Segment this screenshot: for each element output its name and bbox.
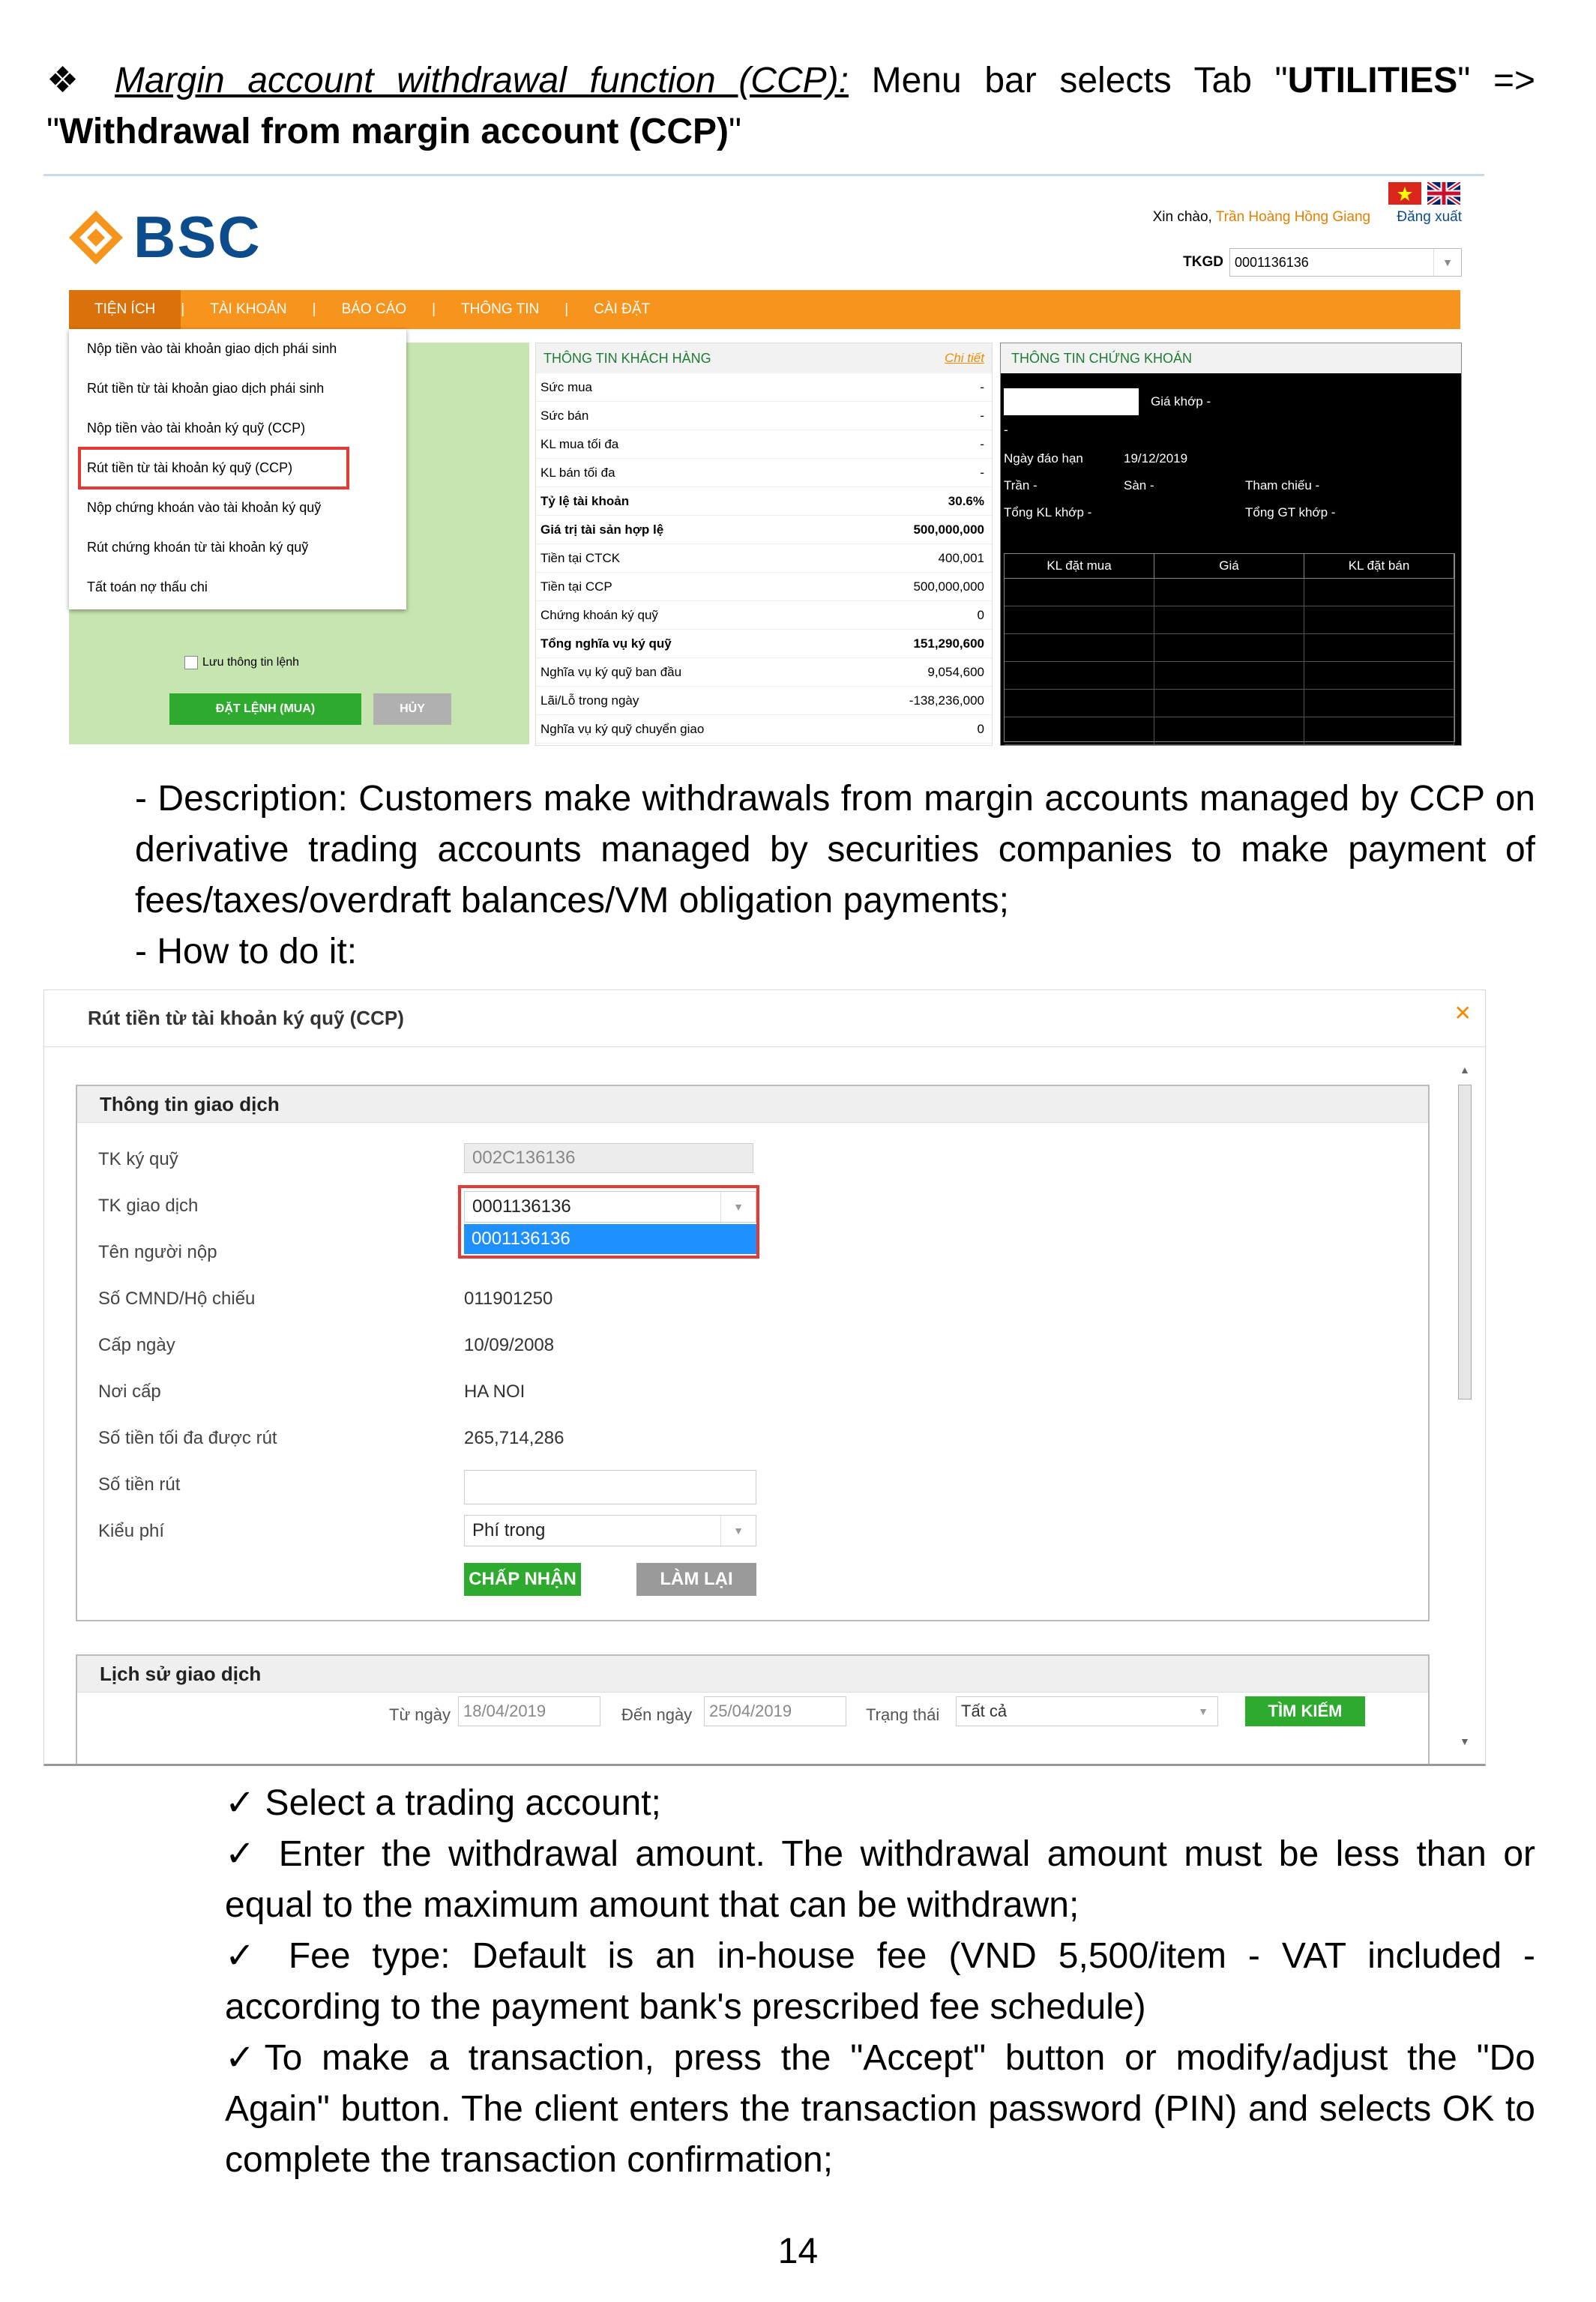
- utilities-dropdown: [69, 329, 406, 609]
- customer-info-label: Lãi/Lỗ trong ngày: [540, 693, 639, 708]
- history-title: Lịch sử giao dịch: [77, 1656, 1428, 1693]
- redo-button[interactable]: LÀM LẠI: [636, 1563, 756, 1596]
- dropdown-item[interactable]: Nộp tiền vào tài khoản giao dịch phái sinh: [87, 341, 337, 356]
- accept-button[interactable]: CHẤP NHẬN: [464, 1563, 581, 1596]
- fee-type-label: Kiểu phí: [98, 1521, 165, 1541]
- symbol-input[interactable]: [1004, 388, 1139, 415]
- description-text: - Description: Customers make withdrawals from margin accounts managed by CCP on derivative trading accounts managed by securities companies to make payment of fees/taxes/overdraft balances/VM obligation payments;: [135, 779, 1535, 921]
- customer-info-label: Tiền tại CTCK: [540, 550, 621, 565]
- securities-info-panel: [1000, 343, 1462, 746]
- scrollbar-thumb[interactable]: [1458, 1085, 1472, 1399]
- uk-flag-icon[interactable]: [1427, 182, 1460, 205]
- margin-account-label: TK ký quỹ: [98, 1149, 178, 1169]
- brand-name: BSC: [133, 204, 262, 270]
- heading-function-name: Margin account withdrawal function (CCP):: [115, 61, 849, 100]
- menu-separator: |: [181, 301, 185, 317]
- customer-info-value: 30.6%: [948, 493, 984, 508]
- account-select[interactable]: [1229, 248, 1462, 277]
- id-number-value: 011901250: [464, 1289, 553, 1309]
- bsc-logo: [66, 203, 262, 271]
- account-value: 0001136136: [1235, 254, 1309, 270]
- menu-bao-cao[interactable]: BÁO CÁO: [341, 301, 407, 317]
- status-select[interactable]: [956, 1696, 1218, 1726]
- menu-tien-ich[interactable]: TIỆN ÍCH: [69, 290, 181, 329]
- language-flags: [1388, 182, 1460, 205]
- chevron-down-icon[interactable]: ▼: [1433, 249, 1461, 276]
- to-date-label: Đến ngày: [621, 1705, 693, 1724]
- payer-name-label: Tên người nộp: [98, 1242, 217, 1262]
- to-date-input[interactable]: [704, 1696, 846, 1726]
- table-row: [1005, 717, 1454, 745]
- section-heading: [46, 55, 1535, 157]
- scroll-up-icon[interactable]: ▲: [1460, 1064, 1470, 1076]
- user-greeting: [1153, 209, 1462, 226]
- table-row: [1005, 579, 1454, 606]
- issue-date-value: 10/09/2008: [464, 1335, 555, 1355]
- heading-text-1: Menu bar selects Tab ": [848, 61, 1288, 100]
- customer-info-label: Sức bán: [540, 408, 589, 423]
- customer-info-label: Tiền tại CCP: [540, 579, 612, 594]
- customer-info-panel: [535, 343, 993, 746]
- customer-info-row: [536, 630, 992, 658]
- heading-text-2: " => ": [46, 61, 1536, 151]
- floor-price: Sàn -: [1124, 478, 1154, 492]
- main-menu-bar: [69, 290, 1460, 329]
- step-item: ✓ Enter the withdrawal amount. The withdrawal amount must be less than or equal to the maximum amount that can be withdrawn;: [225, 1834, 1535, 1925]
- customer-info-label: Nghĩa vụ ký quỹ chuyển giao: [540, 721, 705, 736]
- max-amount-label: Số tiền tối đa được rút: [98, 1428, 277, 1448]
- user-name[interactable]: Trần Hoàng Hồng Giang: [1215, 209, 1371, 225]
- customer-info-label: Tổng nghĩa vụ ký quỹ: [540, 636, 672, 651]
- scrollbar[interactable]: [1457, 1062, 1473, 1749]
- withdraw-amount-input[interactable]: [464, 1470, 756, 1504]
- steps-list: [225, 1778, 1535, 2186]
- fee-type-select[interactable]: [464, 1515, 756, 1546]
- customer-info-label: Giá trị tài sản hợp lệ: [540, 522, 664, 537]
- checkbox-icon[interactable]: [184, 656, 198, 669]
- withdraw-amount-label: Số tiền rút: [98, 1474, 181, 1495]
- account-selector: [1183, 248, 1462, 277]
- menu-separator: |: [564, 301, 569, 317]
- status-label: Trạng thái: [866, 1705, 940, 1724]
- issue-place-label: Nơi cấp: [98, 1381, 161, 1402]
- table-row: [1005, 662, 1454, 690]
- close-icon[interactable]: ✕: [1454, 1001, 1472, 1025]
- customer-info-row: [536, 430, 992, 459]
- from-date-value: 18/04/2019: [463, 1702, 546, 1720]
- id-number-label: Số CMND/Hộ chiếu: [98, 1289, 256, 1309]
- customer-info-value: -138,236,000: [909, 693, 984, 708]
- dropdown-item[interactable]: Nộp tiền vào tài khoản ký quỹ (CCP): [87, 421, 306, 436]
- heading-menu-item: Withdrawal from margin account (CCP): [59, 112, 729, 151]
- screenshot-withdraw-dialog: [43, 989, 1486, 1766]
- customer-info-value: 9,054,600: [927, 664, 984, 679]
- table-row: [1005, 690, 1454, 717]
- table-row: [1005, 606, 1454, 634]
- step-item: ✓To make a transaction, press the "Accept" button or modify/adjust the "Do Again" button. The client enters the transaction password (PIN) and selects OK to complete the transaction confirmation;: [225, 2038, 1535, 2180]
- customer-info-row: [536, 658, 992, 687]
- customer-info-rows: [536, 373, 992, 744]
- customer-info-value: 500,000,000: [913, 522, 984, 537]
- page-number: 14: [777, 2232, 819, 2271]
- heading-text-3: ": [729, 112, 742, 151]
- menu-separator: |: [312, 301, 316, 317]
- fee-type-value: Phí trong: [472, 1520, 546, 1540]
- order-book-table: [1004, 553, 1455, 742]
- customer-info-label: Tỷ lệ tài khoản: [540, 493, 630, 508]
- status-value: Tất cả: [961, 1702, 1008, 1720]
- customer-info-header: [536, 343, 992, 373]
- issue-date-label: Cấp ngày: [98, 1335, 175, 1355]
- step-item: ✓ Fee type: Default is an in-house fee (VND 5,500/item - VAT included - according to the payment bank's prescribed fee schedule): [225, 1936, 1535, 2027]
- dialog-title: Rút tiền từ tài khoản ký quỹ (CCP): [44, 990, 1485, 1047]
- customer-info-row: [536, 402, 992, 430]
- trading-account-label: TK giao dịch: [98, 1196, 199, 1216]
- ceiling-price: Trần -: [1004, 478, 1038, 492]
- table-row: [1005, 634, 1454, 662]
- symbol-dash: -: [1004, 423, 1008, 437]
- customer-info-row: [536, 459, 992, 487]
- customer-info-value: -: [980, 465, 984, 480]
- customer-info-row: [536, 373, 992, 402]
- heading-tab-name: UTILITIES: [1287, 61, 1458, 100]
- margin-account-field: [464, 1143, 753, 1173]
- scroll-down-icon[interactable]: ▼: [1460, 1735, 1470, 1747]
- matched-price: Giá khớp -: [1151, 394, 1211, 409]
- chevron-down-icon[interactable]: ▼: [720, 1192, 756, 1222]
- save-order-label: Lưu thông tin lệnh: [202, 656, 300, 669]
- from-date-input[interactable]: [458, 1696, 600, 1726]
- screenshot-trading-home: [43, 174, 1484, 752]
- chevron-down-icon[interactable]: ▼: [1198, 1705, 1208, 1717]
- customer-info-label: KL mua tối đa: [540, 436, 619, 451]
- how-to-label: - How to do it:: [135, 932, 358, 971]
- dropdown-item-withdraw-ccp[interactable]: Rút tiền từ tài khoản ký quỹ (CCP): [79, 448, 348, 488]
- maturity-label: Ngày đáo hạn: [1004, 451, 1083, 465]
- trading-account-option[interactable]: 0001136136: [464, 1224, 756, 1254]
- order-book-header: [1005, 554, 1454, 579]
- customer-info-row: [536, 573, 992, 601]
- reference-price: Tham chiếu -: [1245, 478, 1320, 492]
- menu-thong-tin[interactable]: THÔNG TIN: [461, 301, 540, 317]
- maturity-date: 19/12/2019: [1124, 451, 1188, 465]
- max-amount-value: 265,714,286: [464, 1428, 564, 1448]
- customer-info-row: [536, 544, 992, 573]
- highlight-box: [458, 1185, 759, 1259]
- description-block: [135, 774, 1535, 977]
- total-matched-value: Tổng GT khớp -: [1245, 505, 1336, 519]
- trading-account-value: 0001136136: [472, 1196, 571, 1217]
- menu-separator: |: [432, 301, 436, 317]
- dropdown-item[interactable]: Rút tiền từ tài khoản giao dịch phái sinh: [87, 381, 325, 396]
- chevron-down-icon[interactable]: ▼: [720, 1516, 756, 1546]
- place-buy-order-button[interactable]: ĐẶT LỆNH (MUA): [169, 693, 361, 725]
- col-buy-volume: KL đặt mua: [1005, 554, 1154, 578]
- customer-info-row: [536, 487, 992, 516]
- transaction-info-title: Thông tin giao dịch: [77, 1086, 1428, 1123]
- customer-info-value: -: [980, 436, 984, 451]
- dropdown-item[interactable]: Rút chứng khoán từ tài khoản ký quỹ: [87, 540, 309, 555]
- diamond-bullet-icon: ❖: [46, 61, 115, 100]
- customer-info-value: -: [980, 379, 984, 394]
- col-price: Giá: [1154, 554, 1304, 578]
- step-item: ✓ Select a trading account;: [225, 1783, 661, 1823]
- total-matched-volume: Tổng KL khớp -: [1004, 505, 1092, 519]
- customer-info-value: 0: [977, 721, 984, 736]
- customer-info-title: THÔNG TIN KHÁCH HÀNG: [543, 350, 711, 366]
- bsc-logo-icon: [66, 208, 126, 268]
- issue-place-value: HA NOI: [464, 1381, 526, 1402]
- dropdown-item[interactable]: Tất toán nợ thấu chi: [87, 579, 208, 594]
- securities-info-title: THÔNG TIN CHỨNG KHOÁN: [1001, 343, 1461, 373]
- menu-tai-khoan[interactable]: TÀI KHOẢN: [210, 301, 287, 317]
- vietnam-flag-icon[interactable]: [1388, 182, 1421, 205]
- customer-info-value: 500,000,000: [913, 579, 984, 594]
- customer-info-value: 400,001: [938, 550, 984, 565]
- dropdown-item[interactable]: Nộp chứng khoán vào tài khoản ký quỹ: [87, 500, 322, 515]
- customer-info-label: Nghĩa vụ ký quỹ ban đầu: [540, 664, 682, 679]
- menu-cai-dat[interactable]: CÀI ĐẶT: [594, 301, 651, 317]
- to-date-value: 25/04/2019: [709, 1702, 792, 1720]
- customer-info-label: Sức mua: [540, 379, 593, 394]
- customer-info-label: KL bán tối đa: [540, 465, 615, 480]
- customer-info-row: [536, 516, 992, 544]
- search-button[interactable]: TÌM KIẾM: [1245, 1696, 1365, 1726]
- greeting-text: Xin chào,: [1152, 209, 1212, 225]
- margin-account-value: 002C136136: [472, 1148, 576, 1168]
- col-sell-volume: KL đặt bán: [1304, 554, 1454, 578]
- customer-info-row: [536, 715, 992, 744]
- detail-link[interactable]: Chi tiết: [945, 351, 984, 365]
- customer-info-row: [536, 601, 992, 630]
- cancel-order-button[interactable]: HỦY: [373, 693, 451, 725]
- customer-info-value: -: [980, 408, 984, 423]
- account-label: TKGD: [1183, 254, 1223, 270]
- customer-info-value: 151,290,600: [913, 636, 984, 651]
- customer-info-label: Chứng khoán ký quỹ: [540, 607, 658, 622]
- customer-info-value: 0: [977, 607, 984, 622]
- save-order-checkbox[interactable]: [184, 656, 299, 669]
- from-date-label: Từ ngày: [389, 1705, 451, 1724]
- customer-info-row: [536, 687, 992, 715]
- logout-link[interactable]: Đăng xuất: [1397, 209, 1462, 225]
